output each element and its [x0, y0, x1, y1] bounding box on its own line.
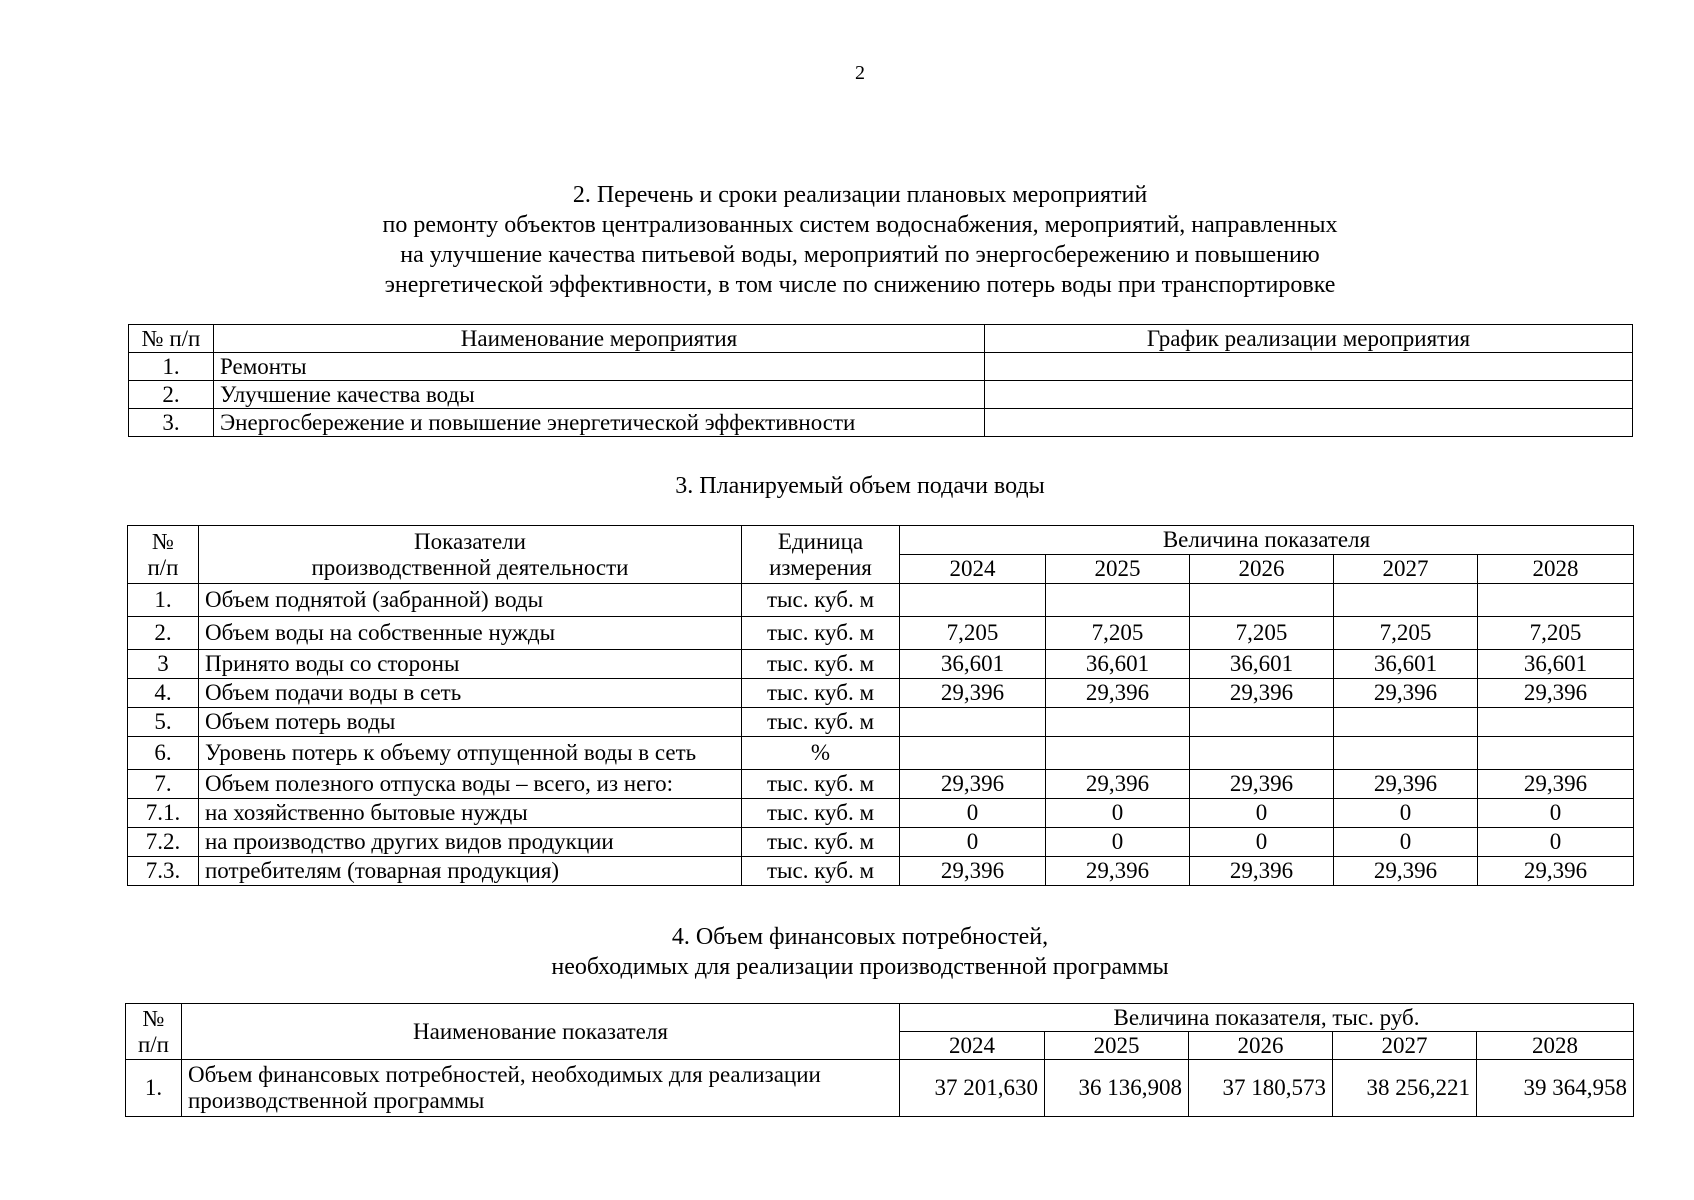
row-value: 29,396: [1046, 857, 1190, 886]
row-indicator-name: Объем финансовых потребностей, необходимых для реализации производственной программы: [182, 1060, 900, 1117]
row-value: 36,601: [1478, 650, 1634, 679]
row-indicator-name: Объем подачи воды в сеть: [199, 679, 742, 708]
page-number: 2: [855, 62, 865, 84]
row-value: 7,205: [1334, 617, 1478, 650]
row-value: [1046, 584, 1190, 617]
header-num-line1: №: [152, 528, 174, 554]
row-value: 29,396: [1190, 770, 1334, 799]
row-value: 36,601: [1190, 650, 1334, 679]
row-value: 0: [1046, 799, 1190, 828]
header-schedule: График реализации мероприятия: [985, 325, 1633, 353]
row-measure-name: Ремонты: [214, 353, 985, 381]
header-year: 2027: [1333, 1032, 1477, 1060]
row-num: 7.2.: [128, 828, 199, 857]
table-row: [128, 584, 1634, 617]
row-value: 29,396: [1478, 770, 1634, 799]
row-value: 0: [1478, 828, 1634, 857]
header-num-line2: п/п: [147, 554, 179, 580]
row-value: [1190, 708, 1334, 737]
row-value: 0: [900, 828, 1046, 857]
table-row: [128, 770, 1634, 799]
table-row: [128, 799, 1634, 828]
row-unit: тыс. куб. м: [742, 857, 900, 886]
header-year: 2025: [1045, 1032, 1189, 1060]
table-row: [128, 828, 1634, 857]
header-indicator-line2: производственной деятельности: [311, 554, 629, 580]
row-value: 7,205: [1478, 617, 1634, 650]
row-unit: тыс. куб. м: [742, 770, 900, 799]
row-value: 0: [1478, 799, 1634, 828]
header-indicator-line1: Показатели: [414, 528, 526, 554]
row-value: [1334, 708, 1478, 737]
row-unit: %: [742, 737, 900, 770]
row-value: 29,396: [1478, 679, 1634, 708]
row-value: [1190, 737, 1334, 770]
header-year: 2026: [1189, 1032, 1333, 1060]
row-value: 36,601: [1046, 650, 1190, 679]
row-schedule: [985, 381, 1633, 409]
row-schedule: [985, 353, 1633, 381]
row-indicator-name: Уровень потерь к объему отпущенной воды в сеть: [199, 737, 742, 770]
row-value: [1478, 737, 1634, 770]
row-num: 1.: [126, 1060, 182, 1117]
row-num: 2.: [129, 381, 214, 409]
row-value: 7,205: [1046, 617, 1190, 650]
table-row: [126, 1060, 1634, 1117]
header-unit: [742, 526, 900, 584]
row-value: 36,601: [1334, 650, 1478, 679]
row-indicator-name: Принято воды со стороны: [199, 650, 742, 679]
header-value: Величина показателя: [900, 526, 1634, 555]
row-value: 29,396: [1046, 770, 1190, 799]
header-num-line2: п/п: [137, 1031, 169, 1057]
header-num-line1: №: [142, 1005, 165, 1031]
header-year: 2025: [1046, 555, 1190, 584]
header-indicator-name: Наименование показателя: [182, 1004, 900, 1060]
header-unit-line1: Единица: [777, 528, 864, 554]
row-value: 29,396: [1334, 679, 1478, 708]
row-value: 29,396: [1190, 857, 1334, 886]
row-value: 0: [1334, 828, 1478, 857]
row-unit: тыс. куб. м: [742, 708, 900, 737]
row-indicator-name: на производство других видов продукции: [199, 828, 742, 857]
section4-title: [0, 922, 1694, 982]
row-num: 5.: [128, 708, 199, 737]
row-unit: тыс. куб. м: [742, 828, 900, 857]
row-unit: тыс. куб. м: [742, 679, 900, 708]
section4-title-line: 4. Объем финансовых потребностей,: [671, 924, 1049, 950]
row-indicator-name: Объем потерь воды: [199, 708, 742, 737]
row-value: 29,396: [1478, 857, 1634, 886]
row-value: [1046, 708, 1190, 737]
row-schedule: [985, 409, 1633, 437]
row-value: 29,396: [900, 857, 1046, 886]
table-row: [129, 409, 1633, 437]
table-header-row: [129, 325, 1633, 353]
header-year: 2026: [1190, 555, 1334, 584]
row-value: 37 180,573: [1189, 1060, 1333, 1117]
row-unit: тыс. куб. м: [742, 584, 900, 617]
row-value: [900, 584, 1046, 617]
table-row: [128, 679, 1634, 708]
header-year: 2024: [900, 1032, 1045, 1060]
section2-title-line: 2. Перечень и сроки реализации плановых мероприятий: [572, 182, 1148, 208]
row-value: 7,205: [1190, 617, 1334, 650]
row-value: [1334, 737, 1478, 770]
row-value: 0: [1046, 828, 1190, 857]
row-num: 2.: [128, 617, 199, 650]
table-row: [128, 857, 1634, 886]
row-num: 7.1.: [128, 799, 199, 828]
row-value: 29,396: [1334, 857, 1478, 886]
row-value: 7,205: [900, 617, 1046, 650]
row-unit: тыс. куб. м: [742, 650, 900, 679]
row-measure-name: Энергосбережение и повышение энергетической эффективности: [214, 409, 985, 437]
section4-title-line: необходимых для реализации производственной программы: [551, 954, 1169, 980]
section2-title-line: энергетической эффективности, в том числе по снижению потерь воды при транспортировке: [384, 272, 1336, 298]
row-num: 7.: [128, 770, 199, 799]
row-indicator-name: Объем поднятой (забранной) воды: [199, 584, 742, 617]
header-num: [126, 1004, 182, 1060]
row-unit: тыс. куб. м: [742, 799, 900, 828]
row-value: [1046, 737, 1190, 770]
header-num: [128, 526, 199, 584]
row-value: 39 364,958: [1477, 1060, 1634, 1117]
row-num: 3.: [129, 409, 214, 437]
row-value: 0: [1334, 799, 1478, 828]
table-header-row: [128, 526, 1634, 555]
table-header-row: [126, 1004, 1634, 1032]
row-value: 29,396: [1334, 770, 1478, 799]
row-value: 36 136,908: [1045, 1060, 1189, 1117]
table-row: [129, 381, 1633, 409]
header-year: 2028: [1478, 555, 1634, 584]
table-row: [128, 617, 1634, 650]
row-value: [1478, 584, 1634, 617]
row-value: 29,396: [900, 770, 1046, 799]
row-value: [1334, 584, 1478, 617]
row-value: [900, 737, 1046, 770]
table-row: [128, 708, 1634, 737]
section2-title-line: по ремонту объектов централизованных систем водоснабжения, мероприятий, направленных: [382, 212, 1338, 238]
row-value: [1190, 584, 1334, 617]
row-measure-name: Улучшение качества воды: [214, 381, 985, 409]
row-unit: тыс. куб. м: [742, 617, 900, 650]
row-value: 29,396: [900, 679, 1046, 708]
row-value: 29,396: [1190, 679, 1334, 708]
row-value: 0: [1190, 799, 1334, 828]
row-value: [900, 708, 1046, 737]
header-unit-line2: измерения: [769, 554, 872, 580]
measures-table: [128, 324, 1633, 437]
row-value: 37 201,630: [900, 1060, 1045, 1117]
row-num: 1.: [129, 353, 214, 381]
row-value: 0: [1190, 828, 1334, 857]
header-num: № п/п: [129, 325, 214, 353]
row-num: 1.: [128, 584, 199, 617]
section2-title-line: на улучшение качества питьевой воды, мероприятий по энергосбережению и повышению: [400, 242, 1320, 268]
row-indicator-name: Объем воды на собственные нужды: [199, 617, 742, 650]
section3-title: 3. Планируемый объем подачи воды: [675, 473, 1045, 499]
row-num: 3: [128, 650, 199, 679]
table-row: [128, 737, 1634, 770]
row-value: 0: [900, 799, 1046, 828]
header-year: 2028: [1477, 1032, 1634, 1060]
row-value: 38 256,221: [1333, 1060, 1477, 1117]
row-num: 4.: [128, 679, 199, 708]
header-value: Величина показателя, тыс. руб.: [900, 1004, 1634, 1032]
header-measure-name: Наименование мероприятия: [214, 325, 985, 353]
row-num: 6.: [128, 737, 199, 770]
section2-title: [0, 180, 1694, 300]
header-year: 2024: [900, 555, 1046, 584]
row-value: 29,396: [1046, 679, 1190, 708]
row-indicator-name: Объем полезного отпуска воды – всего, из него:: [199, 770, 742, 799]
header-year: 2027: [1334, 555, 1478, 584]
water-supply-table: [127, 525, 1634, 886]
table-row: [129, 353, 1633, 381]
table-row: [128, 650, 1634, 679]
financial-needs-table: [125, 1003, 1634, 1117]
row-num: 7.3.: [128, 857, 199, 886]
row-indicator-name: на хозяйственно бытовые нужды: [199, 799, 742, 828]
header-indicator: [199, 526, 742, 584]
row-value: 36,601: [900, 650, 1046, 679]
row-value: [1478, 708, 1634, 737]
row-indicator-name: потребителям (товарная продукция): [199, 857, 742, 886]
